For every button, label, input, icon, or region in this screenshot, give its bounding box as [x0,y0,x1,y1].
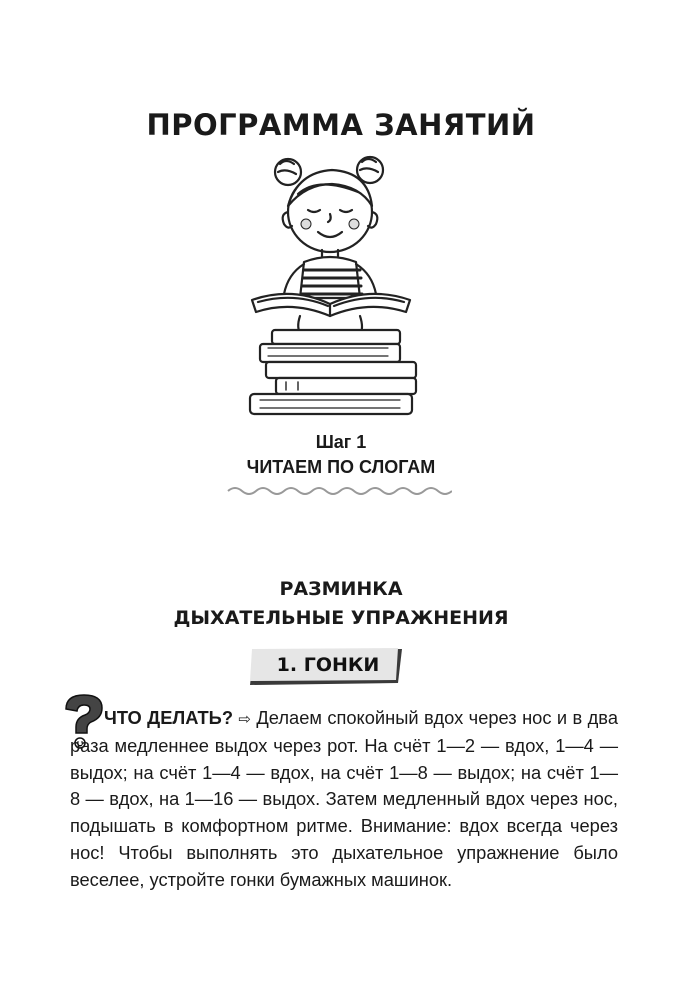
exercise-description [70,705,618,894]
page-title: ПРОГРАММА ЗАНЯТИЙ [146,108,536,142]
what-to-do-label: ЧТО ДЕЛАТЬ? [104,707,233,728]
exercise-banner-label: 1. ГОНКИ [276,654,380,676]
exercise-text: Делаем спокойный вдох через нос и в два раза медленнее выдох через рот. На счёт 1—2 — вдох, 1—4 — выдох; на счёт 1—4 — вдох, на счёт 1—8 — выдох; на счёт 1—8 — вдох, на 1—16 — выдох. Затем медленный вдох через нос, подышать в комфортном ритме. Внимание: вдох всегда через нос! Чтобы выполнять это дыхательное упражнение было веселее, устройте гонки бумажных машинок. [70,707,618,890]
section-title-line-1: РАЗМИНКА [279,578,403,600]
girl-reading-on-books-icon [238,150,438,420]
section-title [0,575,682,633]
section-title-line-2: ДЫХАТЕЛЬНЫЕ УПРАЖНЕНИЯ [173,607,509,629]
step-title: ЧИТАЕМ ПО СЛОГАМ [246,457,436,477]
exercise-banner [248,647,408,687]
step-label: Шаг 1 [315,432,367,452]
arrow-icon: ⇨ [238,710,251,728]
wavy-divider [226,484,452,498]
